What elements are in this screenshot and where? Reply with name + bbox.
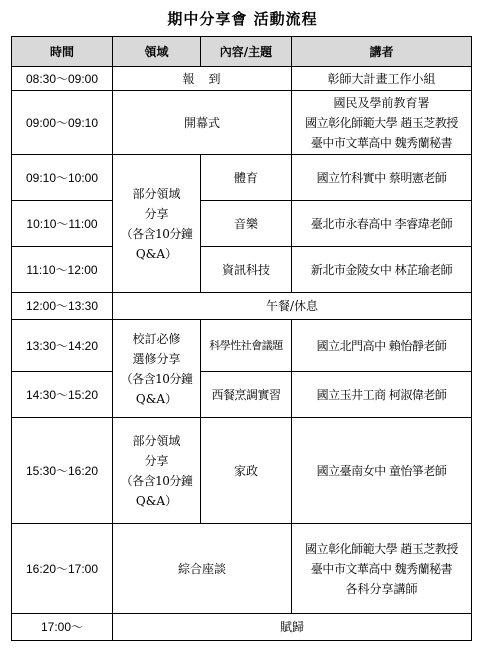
time-cell: 10:10～11:00: [12, 201, 113, 247]
field-line: 校訂必修: [132, 331, 181, 346]
field-cell: [113, 320, 201, 418]
content-cell: 綜合座談: [113, 524, 292, 614]
speaker-cell: 臺北市永春高中 李睿瑋老師: [292, 201, 472, 247]
table-row: [12, 524, 472, 614]
topic-cell: 西餐烹調實習: [201, 372, 292, 418]
field-line: （各含10分鐘: [120, 371, 193, 386]
field-cell: [113, 155, 201, 293]
time-cell: 17:00～: [12, 614, 113, 641]
time-cell: 15:30～16:20: [12, 418, 113, 524]
field-line: 選修分享: [132, 351, 181, 366]
content-cell: 賦歸: [113, 614, 472, 641]
speaker-cell: 國立竹科實中 蔡明憲老師: [292, 155, 472, 201]
header-field: 領域: [113, 37, 201, 67]
speaker-cell: [292, 91, 472, 155]
speaker-line: 國民及學前教育署: [333, 95, 430, 110]
field-line: Q&A）: [135, 493, 178, 508]
content-cell: 報 到: [113, 67, 292, 91]
table-row: [12, 91, 472, 155]
field-line: 部分領域: [132, 186, 181, 201]
speaker-cell: 國立北門高中 賴怡靜老師: [292, 320, 472, 372]
field-line: 分享: [144, 206, 169, 221]
topic-cell: 科學性社會議題: [201, 320, 292, 372]
table-row: [12, 67, 472, 91]
time-cell: 14:30～15:20: [12, 372, 113, 418]
speaker-line: 各科分享講師: [345, 581, 418, 596]
topic-cell: 音樂: [201, 201, 292, 247]
speaker-line: 臺中市文華高中 魏秀蘭秘書: [310, 135, 453, 150]
topic-cell: 體育: [201, 155, 292, 201]
table-row: [12, 155, 472, 201]
header-time: 時間: [12, 37, 113, 67]
content-cell: 開幕式: [113, 91, 292, 155]
table-row: [12, 614, 472, 641]
speaker-cell: 國立玉井工商 柯淑偉老師: [292, 372, 472, 418]
time-cell: 12:00～13:30: [12, 293, 113, 320]
time-cell: 09:10～10:00: [12, 155, 113, 201]
speaker-cell: [292, 524, 472, 614]
speaker-line: 國立彰化師範大學 趙玉芝教授: [305, 115, 458, 130]
time-cell: 16:20～17:00: [12, 524, 113, 614]
speaker-line: 國立彰化師範大學 趙玉芝教授: [305, 541, 458, 556]
table-row: [12, 320, 472, 372]
speaker-cell: 國立臺南女中 童怡箏老師: [292, 418, 472, 524]
page-title: 期中分享會 活動流程: [167, 10, 318, 28]
time-cell: 08:30～09:00: [12, 67, 113, 91]
speaker-line: 臺中市文華高中 魏秀蘭秘書: [310, 561, 453, 576]
field-line: 分享: [144, 453, 169, 468]
field-line: Q&A）: [135, 246, 178, 261]
time-cell: 13:30～14:20: [12, 320, 113, 372]
table-header-row: [12, 37, 472, 67]
time-cell: 09:00～09:10: [12, 91, 113, 155]
table-row: [12, 372, 472, 418]
schedule-table: [11, 36, 472, 641]
header-topic: 內容/主題: [201, 37, 292, 67]
speaker-cell: 彰師大計畫工作小組: [292, 67, 472, 91]
field-line: （各含10分鐘: [120, 226, 193, 241]
field-line: Q&A）: [135, 391, 178, 406]
speaker-cell: 新北市金陵女中 林芷瑜老師: [292, 247, 472, 293]
topic-cell: 家政: [201, 418, 292, 524]
table-row: [12, 293, 472, 320]
table-row: [12, 201, 472, 247]
time-cell: 11:10～12:00: [12, 247, 113, 293]
field-cell: [113, 418, 201, 524]
header-speaker: 講者: [292, 37, 472, 67]
field-line: （各含10分鐘: [120, 473, 193, 488]
table-row: [12, 418, 472, 524]
topic-cell: 資訊科技: [201, 247, 292, 293]
field-line: 部分領域: [132, 433, 181, 448]
table-row: [12, 247, 472, 293]
content-cell: 午餐/休息: [113, 293, 472, 320]
